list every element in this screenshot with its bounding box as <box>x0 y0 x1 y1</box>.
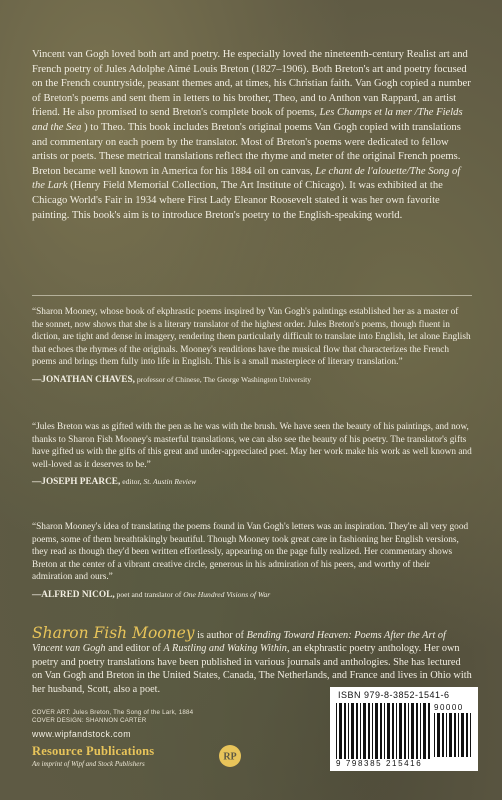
endorser-publication: One Hundred Visions of War <box>183 589 271 599</box>
barcode <box>330 687 478 771</box>
cover-art-credit: COVER ART: Jules Breton, The Song of the Lark, 1884 <box>32 709 194 716</box>
bio-book-1: Bending Toward Heaven: Poems After the Art of Vincent van Gogh <box>32 630 446 655</box>
book-title-champs: Les Champs et la mer /The Fields and the Sea <box>32 107 463 133</box>
endorsement-text: “Jules Breton was as gifted with the pen as he was with the brush. We have seen the beauty of his paintings, and now, thanks to Sharon Fish Mooney's masterful translations, we can also see the beauty of his poetry. The translator's gifts have gifted us with the gifts of this great and under-appreciated poet. May her work make his work as well known and well-loved as it deserves to be.” <box>32 422 472 470</box>
endorser-name: —JOSEPH PEARCE, <box>32 477 121 488</box>
publisher-website[interactable]: www.wipfandstock.com <box>32 729 131 739</box>
cover-credits <box>32 709 193 725</box>
endorsement-text: “Sharon Mooney's idea of translating the poems found in Van Gogh's letters was an inspiration. They're all very good poems, some of them breathtakingly beautiful. Though Mooney took great care in fashioning her English versions, they read as though they'd been written effortlessly, appearing on the page fully realized. Her commentary shows Breton at the center of a vibrant creative circle, generous in his admiration of his peers, and worthy of their admiration and ours.” <box>32 522 469 583</box>
cover-design-credit: COVER DESIGN: SHANNON CARTER <box>32 717 147 724</box>
publisher-subtitle: An imprint of Wipf and Stock Publishers <box>32 760 145 768</box>
barcode-addon-bars-icon <box>434 713 472 767</box>
endorser-role: professor of Chinese, The George Washington University <box>134 374 312 384</box>
endorser-role: poet and translator of <box>114 589 184 599</box>
bio-book-2: A Rustling and Waking Within <box>163 643 287 655</box>
publisher-imprint <box>32 744 242 774</box>
endorsement-nicol <box>32 521 472 602</box>
publisher-name: Resource Publications <box>32 744 155 758</box>
description <box>32 48 472 223</box>
publisher-logo-icon <box>218 744 242 768</box>
description-text-2: ) to Theo. This book includes Breton's original poems Van Gogh copied with translations and commentary on each poem by the translator. Most of Breton's poems were dedicated to fellow artists or poets. These metrical translations reflect the rhyme and meter of the original French poems. Breton became well known in America for his 1884 oil on canvas, <box>32 121 461 177</box>
endorsement-attribution <box>32 589 472 602</box>
endorser-publication: St. Austin Review <box>143 477 197 487</box>
description-text-1: Vincent van Gogh loved both art and poetry. He especially loved the nineteenth-century Realist art and French poetry of Jules Adolphe Aimé Louis Breton (1827–1906). Both Breton's art and poetry focused on the French countryside, peasant themes and, at times, his Christian faith. Van Gogh copied a number of Breton's poems and sent them in letters to his brother, Theo, and to Anthon van Rappard, an artist friend. He also promised to send Breton's complete book of poems, <box>32 49 471 119</box>
endorser-name: —JONATHAN CHAVES, <box>32 374 135 385</box>
bio-text-2: and editor of <box>105 643 164 655</box>
publisher-logo-text: RP <box>223 751 237 763</box>
author-name: Sharon Fish Mooney <box>32 624 195 642</box>
description-text-3: (Henry Field Memorial Collection, The Art Institute of Chicago). It was exhibited at the Chicago World's Fair in 1934 where First Lady Eleanor Roosevelt stated it was her own favorite painting. This book's aim is to introduce Breton's poetry to the English-speaking world. <box>32 180 443 221</box>
bio-text-3: , an ekphrastic poetry anthology. Her own poetry and poetry translations have been published in various journals and anthologies. She has lectured on Van Gogh and Breton in the United States, Canada, The Netherlands, and France and lives in Ohio with her husband, Scott, also a poet. <box>32 643 472 695</box>
author-bio <box>32 624 472 696</box>
barcode-bars-icon <box>336 703 432 759</box>
endorsement-chaves <box>32 306 472 387</box>
endorser-name: —ALFRED NICOL, <box>32 589 115 600</box>
barcode-addon-digits: 90000 <box>434 703 464 712</box>
endorsement-pearce <box>32 421 472 489</box>
isbn-label: ISBN 979-8-3852-1541-6 <box>338 690 450 700</box>
bio-text-1: is author of <box>194 630 247 641</box>
divider <box>32 295 472 296</box>
barcode-digits: 9 798385 215416 <box>336 759 423 768</box>
endorsement-text: “Sharon Mooney, whose book of ekphrastic poems inspired by Van Gogh's paintings established her as a master of the sonnet, now shows that she is a literary translator of the highest order. Jules Breton's poems, though fluent in diction, are tight and dense in imagery, rendering them particularly difficult to translate into English, let alone English that echoes the rhymes of the originals. Mooney's renditions have the musical flow that characterizes the French poems and brings them fully into life in English. This is a small masterpiece of literary translation.” <box>32 307 471 368</box>
endorsement-attribution <box>32 476 472 489</box>
endorser-role: editor, <box>120 477 144 487</box>
endorsement-attribution <box>32 374 472 387</box>
painting-title: Le chant de l'alouette/The Song of the Lark <box>32 165 461 192</box>
